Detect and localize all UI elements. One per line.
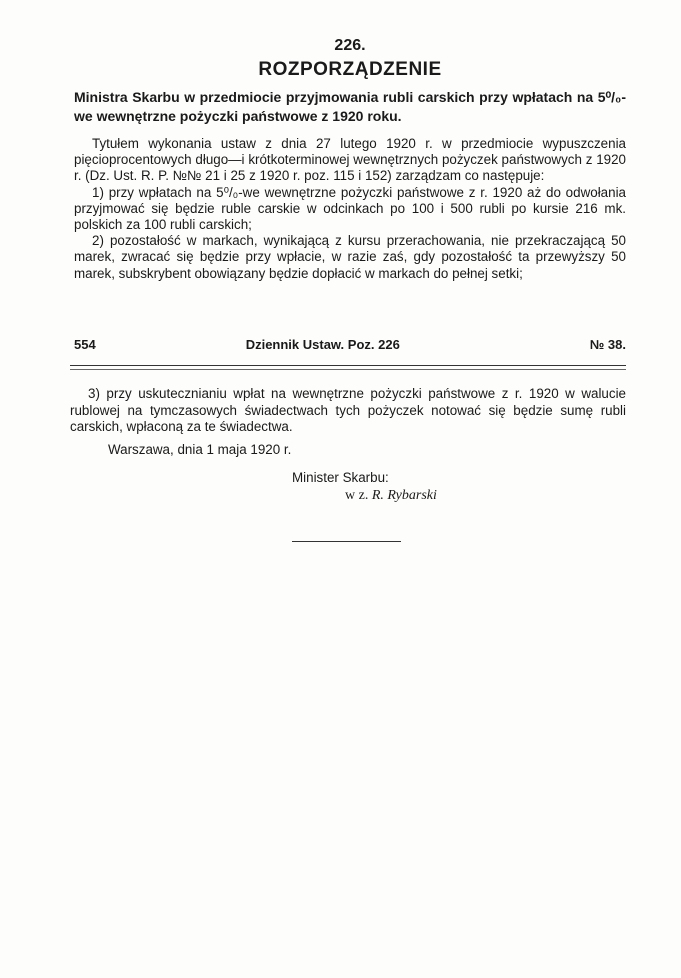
page-footer — [74, 337, 626, 352]
continuation-section — [70, 386, 626, 436]
date-line: Warszawa, dnia 1 maja 1920 r. — [108, 442, 292, 457]
minister-title: Minister Skarbu: — [292, 470, 389, 485]
item-3: 3) przy uskutecznianiu wpłat na wewnętrzne pożyczki państwowe z r. 1920 w walucie rublowej na tymczasowych świadectwach tych pożyczek notować się będzie sumę rubli carskich, wpłaconą za te świadectwa. — [70, 386, 626, 434]
item-2: 2) pozostałość w markach, wynikającą z kursu przerachowania, nie przekraczającą 50 marek, zwracać się będzie przy wpłacie, w razie zaś, gdy pozostałość ta przewyższy 50 marek, subskrybent obowiązany będzie dopłacić w markach do pełnej setki; — [74, 233, 626, 281]
item-1: 1) przy wpłatach na 5⁰/₀-we wewnętrzne pożyczki państwowe z r. 1920 aż do odwołania przyjmować się będzie ruble carskie w odcinkach po 100 i 500 rubli po kursie 216 mk. polskich za 100 rubli carskich; — [74, 184, 626, 233]
document-page — [74, 36, 626, 282]
document-body — [74, 136, 626, 282]
page-number: 554 — [74, 337, 96, 352]
signature-name: R. Rybarski — [371, 488, 437, 503]
document-title: ROZPORZĄDZENIE — [258, 59, 442, 80]
journal-reference: Dziennik Ustaw. Poz. 226 — [245, 337, 400, 352]
issue-number: № 38. — [589, 337, 626, 352]
signature — [345, 488, 437, 504]
signature-prefix: w z. — [345, 488, 369, 503]
item-number: 226. — [334, 37, 366, 54]
document-subtitle: Ministra Skarbu w przedmiocie przyjmowania rubli carskich przy wpłatach na 5⁰/₀-we wewnętrzne pożyczki państwowe z 1920 roku. — [74, 89, 626, 124]
footer-divider — [70, 365, 626, 366]
closing-rule — [292, 541, 401, 542]
intro-paragraph: Tytułem wykonania ustaw z dnia 27 lutego 1920 r. w przedmiocie wypuszczenia pięcioprocentowych długo—i krótkoterminowej wewnętrznych pożyczek państwowych z 1920 r. (Dz. Ust. R. P. №№ 21 i 25 z 1920 r. poz. 115 i 152) zarządzam co następuje: — [74, 136, 626, 184]
footer-divider-2 — [70, 369, 626, 370]
